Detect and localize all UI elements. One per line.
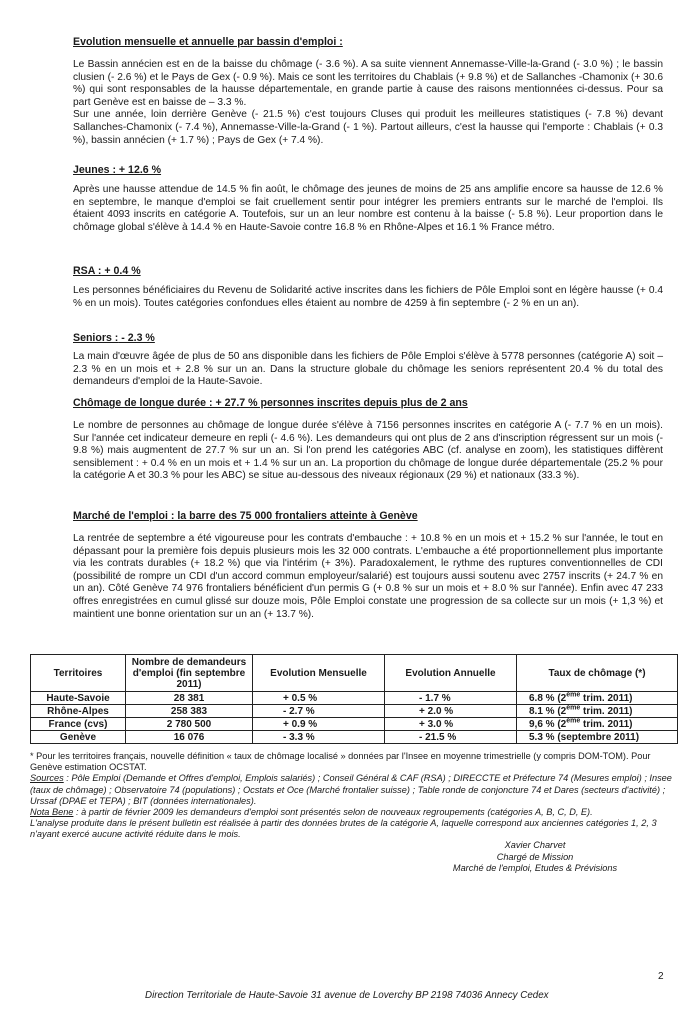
cell-taux-end: trim. 2011) bbox=[580, 718, 633, 730]
para-seniors: La main d'œuvre âgée de plus de 50 ans disponible dans les fichiers de Pôle Emploi s'élève à 5778 personnes (catégorie A) soit – 2.3 % en un mois et + 2.8 % sur un an. Dans la structure globale du chômage les seniors représentent 20.4 % du total des demandeurs d'emploi de la Haute-Savoie. bbox=[73, 351, 663, 388]
table-header-row bbox=[31, 655, 678, 692]
cell-nombre: 16 076 bbox=[126, 731, 253, 744]
table-row bbox=[31, 718, 678, 731]
signature-dept: Marché de l'emploi, Etudes & Prévisions bbox=[452, 863, 618, 874]
cell-territoire: Genève bbox=[31, 731, 126, 744]
para-longue-duree: Le nombre de personnes au chômage de longue durée s'élève à 7156 personnes inscrites en catégorie A (- 7.7 % en un mois). Sur l'année cet indicateur demeure en repli (- 4.6 %). Les demandeurs qui ont plus de 2 ans d'inscription régressent sur un mois (- 9.8 %) mais augmentent de 27.7 % sur un an. Si l'on prend les catégories ABC (cf. analyse en zoom), les statistiques diffèrent sensiblement : + 0.4 % en un mois et + 1.4 % sur un an. La proportion du chômage de longue durée départementale (25.2 % pour la catégorie A et 30.3 % pour les ABC) se situe au-dessous des niveaux régionaux (29 %) et nationaux (33.3 %). bbox=[73, 420, 663, 482]
signature-name: Xavier Charvet bbox=[504, 840, 566, 850]
cell-mensuelle: + 0.5 % bbox=[253, 692, 385, 705]
cell-taux-main: 5.3 % (septembre 2011) bbox=[529, 731, 640, 743]
heading-bassin: Evolution mensuelle et annuelle par bassin d'emploi : bbox=[73, 36, 343, 48]
para-bassin-1: Le Bassin annécien est en de la baisse du chômage (- 3.6 %). A sa suite viennent Annemasse-Ville-la-Grand (- 3.0 %) ; le bassin clusien (- 2.6 %) et le Pays de Gex (- 0.9 %). Mais ce sont les territoires du Chablais (+ 9.8 %) et de Sallanches -Chamonix (+ 30.6 %) qui sont responsables de la hausse départementale, en grande partie à cause des raisons mentionnées ci-dessus. Pour sa part Genève est en baisse de – 3.3 %. bbox=[73, 59, 663, 108]
heading-marche-label: Marché de l'emploi bbox=[73, 510, 168, 522]
cell-mensuelle: + 0.9 % bbox=[253, 718, 385, 731]
note-nota bbox=[30, 807, 675, 818]
heading-marche-value: : la barre des 75 000 frontaliers atteinte à Genève bbox=[167, 510, 418, 522]
cell-annuelle: + 2.0 % bbox=[385, 705, 517, 718]
cell-mensuelle: - 2.7 % bbox=[253, 705, 385, 718]
table-row bbox=[31, 731, 678, 744]
cell-taux-main: 8.1 % (2 bbox=[529, 705, 567, 717]
table-row bbox=[31, 692, 678, 705]
para-rsa: Les personnes bénéficiaires du Revenu de Solidarité active inscrites dans les fichiers de Pôle Emploi sont en légère hausse (+ 0.4 % en un mois). Toutes catégories confondues elles étaient au nombre de 4259 à fin septembre (- 2 % en un an). bbox=[73, 285, 663, 309]
cell-annuelle: + 3.0 % bbox=[385, 718, 517, 731]
heading-seniors bbox=[73, 332, 155, 345]
page-footer: Direction Territoriale de Haute-Savoie 31 avenue de Loverchy BP 2198 74036 Annecy Cedex bbox=[145, 990, 549, 1001]
heading-rsa-value: + 0.4 % bbox=[101, 265, 141, 277]
cell-territoire: Haute-Savoie bbox=[31, 692, 126, 705]
cell-taux-end: trim. 2011) bbox=[580, 705, 633, 717]
note-nota-label: Nota Bene bbox=[30, 807, 74, 818]
para-marche: La rentrée de septembre a été vigoureuse pour les contrats d'embauche : + 10.8 % en un mois et + 15.2 % sur l'année, le tout en dépassant pour la première fois depuis plusieurs mois les 32 000 contrats. L'embauche a été proportionnellement plus importante via les contrats durables (+ 18.2 %) que via l'intérim (+ 3%). Paradoxalement, le rythme des ruptures conventionnelles de CDI (possibilité de rompre un CDI d'un accord commun employeur/salarié) est toujours aussi soutenu avec 2757 inscrits (+ 24.7 % en un an). Côté Genève 74 976 frontaliers bénéficient d'un permis G (+ 0.8 % sur un mois et + 8.0 % sur l'année). Enfin avec 47 233 offres enregistrées en cumul glissé sur douze mois, Pôle Emploi constate une progression de sa collecte sur un mois (+ 1,3 %) et maintient une bonne orientation sur un an (+ 13.7 %). bbox=[73, 533, 663, 620]
para-bassin bbox=[73, 59, 663, 147]
heading-rsa-label: RSA : bbox=[73, 265, 102, 277]
cell-taux-sup: ème bbox=[566, 717, 581, 725]
cell-taux-end: trim. 2011) bbox=[580, 692, 633, 704]
para-bassin-2: Sur une année, loin derrière Genève (- 21.5 %) c'est toujours Cluses qui produit les meilleures statistiques (- 7.8 %) devant Sallanches-Chamonix (- 7.4 %), Annemasse-Ville-la-Grand (- 1 %). Partout ailleurs, c'est la hausse qui l'emporte : Chablais (+ 0.3 %), bassin annécien (+ 1.7 %) ; Pays de Gex (+ 7.4 %). bbox=[73, 109, 663, 146]
col-header-territoires: Territoires bbox=[31, 655, 126, 692]
note-sources-label: Sources bbox=[30, 773, 64, 784]
cell-annuelle: - 1.7 % bbox=[385, 692, 517, 705]
cell-taux bbox=[517, 692, 678, 705]
heading-longue-duree bbox=[73, 397, 468, 410]
table-row bbox=[31, 705, 678, 718]
cell-mensuelle: - 3.3 % bbox=[253, 731, 385, 744]
cell-nombre: 258 383 bbox=[126, 705, 253, 718]
note-nota-text: : à partir de février 2009 les demandeurs d'emploi sont présentés selon de nouveaux regroupements (catégories A, B, C, D, E). bbox=[73, 807, 593, 818]
para-jeunes: Après une hausse attendue de 14.5 % fin août, le chômage des jeunes de moins de 25 ans amplifie encore sa hausse de 12.6 % en septembre, le manque d'emploi se fait cruellement sentir pour intégrer les premiers entrants sur le marché de l'emploi. Ils étaient 4093 inscrits en catégorie A. Toutefois, sur un an leur nombre est contenu à la baisse (- 5.8 %). Leur proportion dans le chômage global s'élève à 14.4 % en Haute-Savoie contre 16.8 % en Rhône-Alpes et 16.1 % France métro. bbox=[73, 184, 663, 233]
heading-seniors-value: - 2.3 % bbox=[118, 332, 155, 344]
col-header-mensuelle: Evolution Mensuelle bbox=[253, 655, 385, 692]
signature-role: Chargé de Mission bbox=[496, 851, 574, 862]
cell-taux bbox=[517, 718, 678, 731]
heading-rsa bbox=[73, 265, 141, 278]
cell-taux bbox=[517, 731, 678, 744]
cell-territoire: France (cvs) bbox=[31, 718, 126, 731]
cell-territoire: Rhône-Alpes bbox=[31, 705, 126, 718]
col-header-nombre: Nombre de demandeurs d'emploi (fin septembre 2011) bbox=[126, 655, 253, 692]
page-number: 2 bbox=[658, 971, 664, 982]
heading-seniors-label: Seniors : bbox=[73, 332, 119, 344]
stats-table bbox=[30, 654, 678, 744]
note-sources bbox=[30, 773, 675, 807]
col-header-taux: Taux de chômage (*) bbox=[517, 655, 678, 692]
cell-taux-main: 9,6 % (2 bbox=[529, 718, 567, 730]
note-star: * Pour les territoires français, nouvelle définition « taux de chômage localisé » données par l'Insee en moyenne trimestrielle (y compris DOM-TOM). Pour Genève estimation OCSTAT. bbox=[30, 751, 651, 773]
notes-block bbox=[30, 751, 675, 841]
heading-longue-value: + 27.7 % personnes inscrites depuis plus de 2 ans bbox=[212, 397, 468, 409]
cell-taux-sup: ème bbox=[566, 691, 581, 699]
note-analyse: L'analyse produite dans le présent bulletin est réalisée à partir des données brutes de la catégorie A, laquelle correspond aux anciennes catégories 1, 2, 3 n'ayant exercé aucune activité réduite dans le mois. bbox=[30, 818, 657, 840]
note-sources-text: : Pôle Emploi (Demande et Offres d'emploi, Emplois salariés) ; Conseil Général & CAF (RSA) ; DIRECCTE et Préfecture 74 (Mesures emploi) ; Insee (taux de chômage) ; Observatoire 74 (populations) ; Ocstats et Oce (Marché frontalier suisse) ; Table ronde de conjoncture 74 et Dares (secteurs d'activité) ; Urssaf (DPAE et TEPA) ; BIT (données internationales). bbox=[30, 773, 672, 806]
cell-annuelle: - 21.5 % bbox=[385, 731, 517, 744]
heading-jeunes-value: + 12.6 % bbox=[115, 164, 162, 176]
heading-longue-label: Chômage de longue durée : bbox=[73, 397, 213, 409]
cell-taux bbox=[517, 705, 678, 718]
cell-taux-main: 6.8 % (2 bbox=[529, 692, 567, 704]
heading-jeunes bbox=[73, 164, 161, 177]
col-header-annuelle: Evolution Annuelle bbox=[385, 655, 517, 692]
heading-marche bbox=[73, 510, 418, 523]
heading-jeunes-label: Jeunes : bbox=[73, 164, 116, 176]
cell-nombre: 28 381 bbox=[126, 692, 253, 705]
cell-taux-sup: ème bbox=[566, 704, 581, 712]
cell-nombre: 2 780 500 bbox=[126, 718, 253, 731]
signature-block bbox=[420, 840, 650, 875]
